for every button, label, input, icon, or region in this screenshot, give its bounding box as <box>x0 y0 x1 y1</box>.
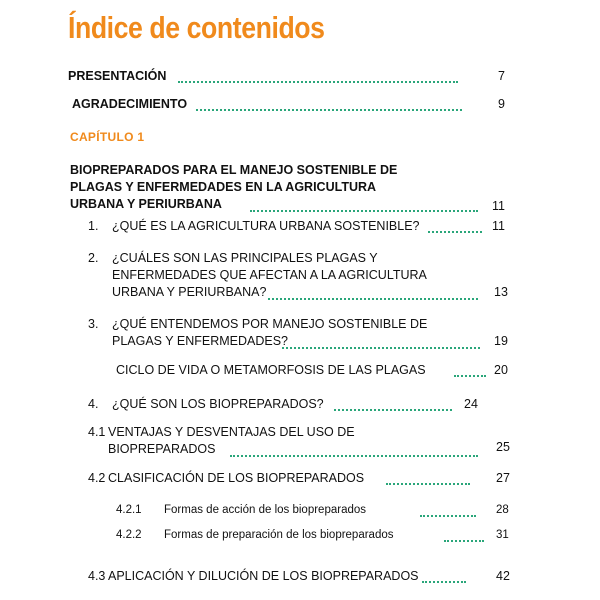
toc-entry-section-3[interactable] <box>88 316 528 351</box>
toc-entry-section-4-1[interactable] <box>88 424 528 459</box>
toc-entry-page: 42 <box>496 569 510 583</box>
leader-dots <box>422 581 466 583</box>
section-number: 4.2.1 <box>116 504 142 516</box>
toc-entry-section-4-2-1[interactable] <box>116 502 536 519</box>
section-title: Formas de preparación de los biopreparados <box>164 529 394 541</box>
leader-dots <box>454 375 486 377</box>
toc-chapter-title[interactable] <box>70 162 520 214</box>
leader-dots <box>178 81 458 83</box>
section-title: VENTAJAS Y DESVENTAJAS DEL USO DE <box>108 425 355 439</box>
page-title: Índice de contenidos <box>68 10 325 45</box>
leader-dots <box>420 515 476 517</box>
toc-entry-agradecimiento[interactable] <box>72 96 512 113</box>
section-title: PLAGAS Y ENFERMEDADES? <box>112 334 288 348</box>
section-number: 1. <box>88 219 99 233</box>
toc-entry-page: 19 <box>494 334 508 348</box>
section-number: 2. <box>88 251 99 265</box>
section-number: 4.3 <box>88 569 106 583</box>
toc-entry-label: PRESENTACIÓN <box>68 69 167 83</box>
toc-entry-section-4-3[interactable] <box>88 568 528 585</box>
section-title: ¿QUÉ SON LOS BIOPREPARADOS? <box>112 397 324 411</box>
toc-entry-page: 20 <box>494 363 508 377</box>
leader-dots <box>386 483 470 485</box>
section-title: BIOPREPARADOS <box>108 442 216 456</box>
chapter-title-line: PLAGAS Y ENFERMEDADES EN LA AGRICULTURA <box>70 180 377 194</box>
toc-entry-page: 31 <box>496 529 509 541</box>
section-number: 4. <box>88 397 99 411</box>
toc-entry-page: 11 <box>492 219 505 233</box>
section-title: Formas de acción de los biopreparados <box>164 504 367 516</box>
toc-entry-section-1[interactable] <box>88 218 528 235</box>
section-title: APLICACIÓN Y DILUCIÓN DE LOS BIOPREPARADOS <box>108 569 419 583</box>
section-title: ¿QUÉ ES LA AGRICULTURA URBANA SOSTENIBLE? <box>112 219 420 233</box>
section-title: URBANA Y PERIURBANA? <box>112 285 267 299</box>
section-title: ENFERMEDADES QUE AFECTAN A LA AGRICULTURA <box>112 268 427 282</box>
leader-dots <box>428 231 482 233</box>
leader-dots <box>282 347 480 349</box>
chapter-title-line: BIOPREPARADOS PARA EL MANEJO SOSTENIBLE DE <box>70 163 398 177</box>
toc-entry-page: 7 <box>498 69 505 83</box>
toc-entry-section-2[interactable] <box>88 250 528 302</box>
toc-entry-section-4-2[interactable] <box>88 470 528 487</box>
section-title: CICLO DE VIDA O METAMORFOSIS DE LAS PLAGAS <box>116 363 426 377</box>
toc-entry-label: AGRADECIMIENTO <box>72 97 188 111</box>
section-number: 3. <box>88 317 99 331</box>
toc-entry-section-4[interactable] <box>88 396 528 413</box>
toc-entry-presentacion[interactable] <box>68 68 508 85</box>
toc-entry-ciclo-de-vida[interactable] <box>116 362 536 379</box>
section-title: ¿CUÁLES SON LAS PRINCIPALES PLAGAS Y <box>112 251 378 265</box>
section-number: 4.1 <box>88 425 106 439</box>
toc-entry-page: 24 <box>464 397 478 411</box>
toc-entry-page: 28 <box>496 504 509 516</box>
toc-entry-page: 27 <box>496 471 510 485</box>
section-title: CLASIFICACIÓN DE LOS BIOPREPARADOS <box>108 471 365 485</box>
section-number: 4.2.2 <box>116 529 142 541</box>
section-title: ¿QUÉ ENTENDEMOS POR MANEJO SOSTENIBLE DE <box>112 317 428 331</box>
section-number: 4.2 <box>88 471 106 485</box>
leader-dots <box>444 540 484 542</box>
toc-entry-page: 25 <box>496 440 510 454</box>
toc-entry-page: 11 <box>492 199 505 213</box>
leader-dots <box>196 109 462 111</box>
leader-dots <box>334 409 452 411</box>
leader-dots <box>268 298 478 300</box>
toc-entry-page: 9 <box>498 97 505 111</box>
leader-dots <box>250 210 478 212</box>
leader-dots <box>230 455 478 457</box>
chapter-title-line: URBANA Y PERIURBANA <box>70 197 222 211</box>
toc-entry-section-4-2-2[interactable] <box>116 527 536 544</box>
chapter-label: CAPÍTULO 1 <box>70 130 145 144</box>
toc-entry-page: 13 <box>494 285 508 299</box>
